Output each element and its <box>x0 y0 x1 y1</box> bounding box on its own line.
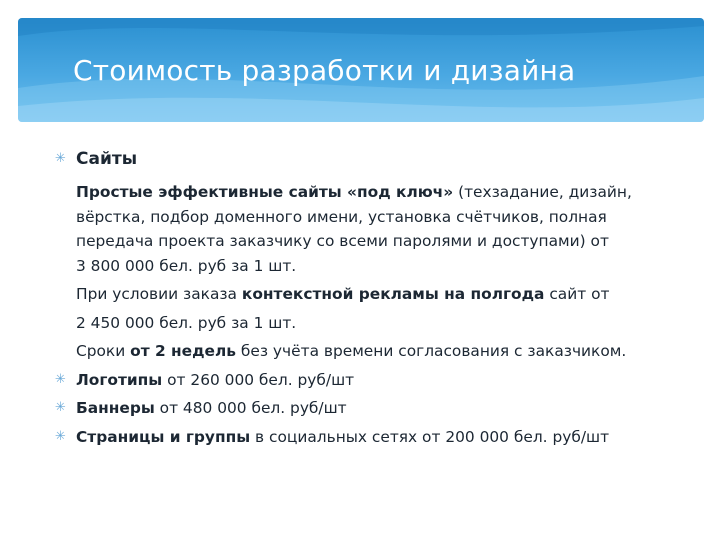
bold-text: Страницы и группы <box>76 427 251 446</box>
list-item <box>55 425 676 450</box>
text: Сроки <box>76 342 131 360</box>
bold-text: Баннеры <box>76 399 155 417</box>
bold-text: от 2 недель <box>130 342 236 360</box>
paragraph-line: 3 800 000 бел. руб за 1 шт. <box>76 256 297 275</box>
paragraph-line: 2 450 000 бел. руб за 1 шт. <box>76 313 297 332</box>
title-banner <box>18 18 704 122</box>
text: без учёта времени согласования с заказчиком. <box>236 342 627 360</box>
paragraph-line <box>76 282 676 307</box>
list-item <box>55 396 676 421</box>
text: (техзадание, дизайн, <box>453 183 632 201</box>
text: от 480 000 бел. руб/шт <box>154 399 347 417</box>
slide-content <box>55 144 676 449</box>
bold-text: Простые эффективные сайты «под ключ» <box>76 183 454 201</box>
paragraph-line: вёрстка, подбор доменного имени, установка счётчиков, полная <box>76 207 607 226</box>
text: сайт от <box>544 285 610 303</box>
bold-text: контекстной рекламы на полгода <box>241 285 545 303</box>
text: в социальных сетях от 200 000 бел. руб/шт <box>250 427 610 446</box>
list-item <box>55 368 676 393</box>
bold-text: Логотипы <box>76 370 163 389</box>
text: от 260 000 бел. руб/шт <box>162 370 355 389</box>
section-heading-sites <box>55 144 676 174</box>
asterisk-bullet-icon: ✳ <box>55 400 66 415</box>
asterisk-bullet-icon: ✳ <box>55 428 66 444</box>
slide-title: Стоимость разработки и дизайна <box>73 54 576 87</box>
section-heading-label: Сайты <box>76 149 138 169</box>
paragraph-line <box>76 180 676 205</box>
paragraph-line <box>76 339 676 364</box>
text: При условии заказа <box>76 285 242 303</box>
asterisk-bullet-icon: ✳ <box>55 151 66 166</box>
asterisk-bullet-icon: ✳ <box>55 371 66 387</box>
paragraph-line: передача проекта заказчику со всеми паролями и доступами) от <box>76 232 609 250</box>
